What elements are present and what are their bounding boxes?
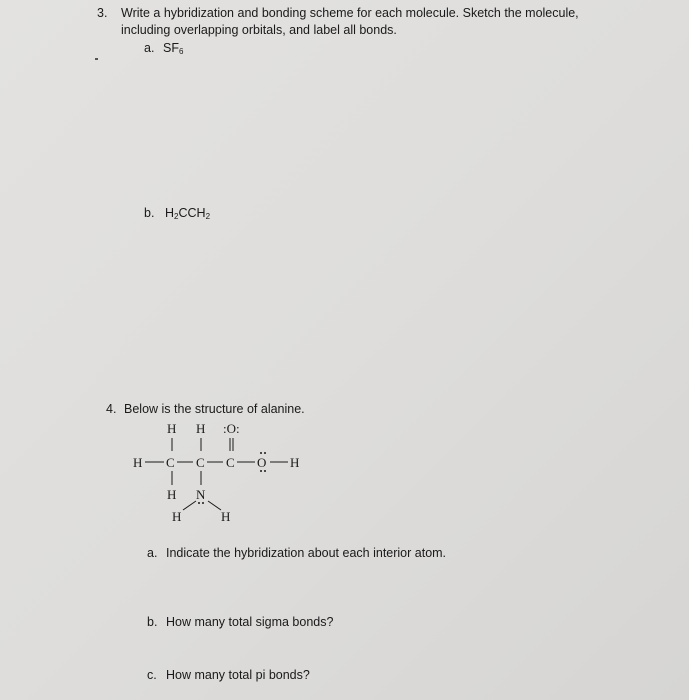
bond-n-h-right [208, 501, 221, 510]
q3a-formula: $SF_6$ [163, 41, 184, 56]
atom-o-carbonyl: :O: [223, 421, 240, 436]
atom-h-hydroxyl: H [290, 455, 300, 470]
q4a-text: Indicate the hybridization about each interior atom. [166, 546, 447, 560]
q3-text-line2: including overlapping orbitals, and label all bonds. [121, 23, 397, 37]
q4a-label: a. [147, 546, 158, 560]
atom-h-n-left: H [172, 509, 182, 524]
bond-n-h-left [183, 501, 196, 510]
atom-h-left: H [133, 455, 143, 470]
q4b-label: b. [147, 615, 158, 629]
q3-number: 3. [97, 6, 108, 20]
lone-pair-dot [264, 470, 266, 472]
q4b-text: How many total sigma bonds? [166, 615, 334, 629]
lone-pair-dot [260, 452, 262, 454]
atom-n: N [196, 487, 206, 502]
q3-text-line1: Write a hybridization and bonding scheme for each molecule. Sketch the molecule, [121, 6, 579, 20]
q4c-label: c. [147, 668, 157, 682]
atom-h-bottom-left: H [167, 487, 177, 502]
lone-pair-dot [264, 452, 266, 454]
atom-c1: C [166, 455, 175, 470]
lone-pair-dot [260, 470, 262, 472]
atom-h-top-left: H [167, 421, 177, 436]
atom-o-hydroxyl: O [257, 455, 267, 470]
q4-number: 4. [106, 402, 117, 416]
q3b-label: b. [144, 206, 155, 220]
atom-h-top-mid: H [196, 421, 206, 436]
lone-pair-dot [198, 502, 200, 504]
q3a-label: a. [144, 41, 155, 55]
q4-text: Below is the structure of alanine. [124, 402, 305, 416]
atom-h-n-right: H [221, 509, 231, 524]
atom-c2: C [196, 455, 205, 470]
lone-pair-dot [202, 502, 204, 504]
atom-c3: C [226, 455, 235, 470]
q3b-formula: $H_2CCH_2$ [165, 206, 211, 221]
q4c-text: How many total pi bonds? [166, 668, 310, 682]
